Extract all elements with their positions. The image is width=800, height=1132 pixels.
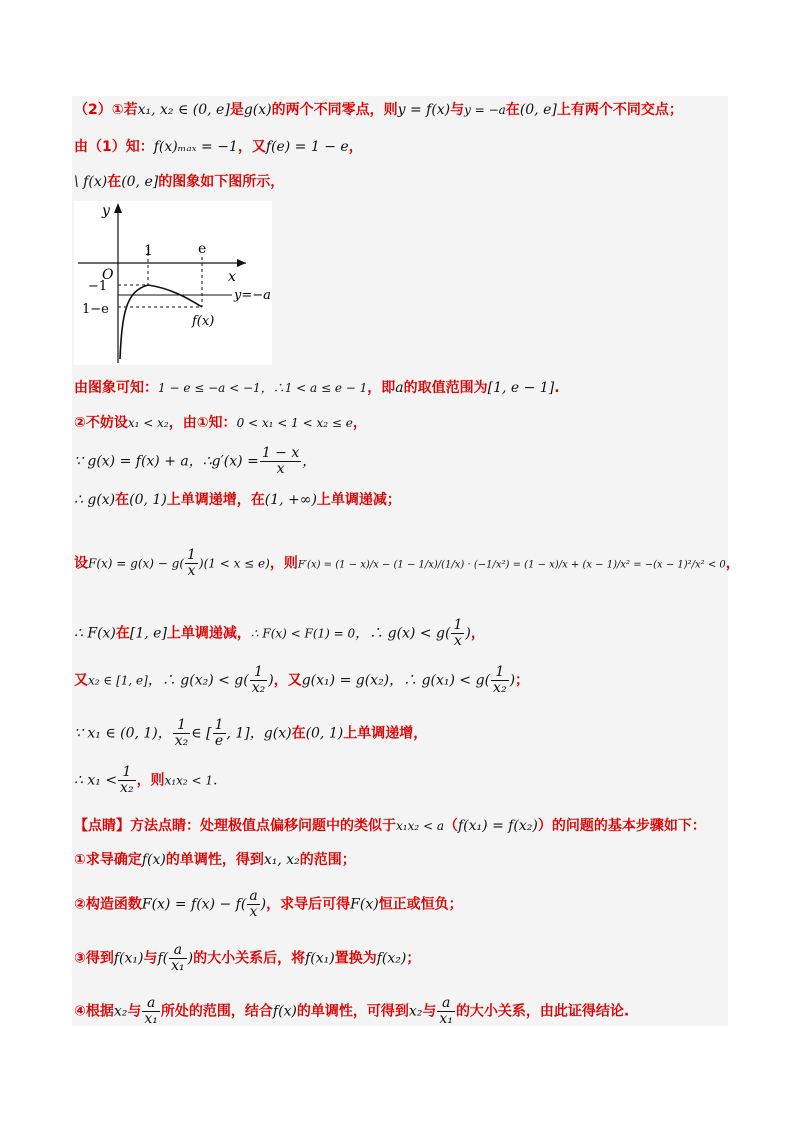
line-15 bbox=[74, 889, 463, 920]
math: ，∴ g(x₁) < g( bbox=[389, 672, 491, 689]
text: 在 bbox=[115, 492, 130, 508]
y-axis-label: y bbox=[102, 203, 110, 219]
math: x₁x₂ < a bbox=[396, 819, 444, 833]
math: F′(x) = (1 − x)/x − (1 − 1/x)/(1/x) · (−1/x²) = (1 − x)/x + (x − 1)/x² = −(x − 1)²/x² < 0 bbox=[297, 559, 726, 571]
math: ，∴ g(x) < g( bbox=[355, 625, 451, 642]
math: ∴ F(x) < F(1) = 0 bbox=[250, 626, 356, 641]
math: x₂ bbox=[113, 1003, 128, 1020]
denominator: x bbox=[187, 563, 196, 579]
math: )(1 < x ≤ e) bbox=[198, 556, 270, 571]
math: ) bbox=[465, 625, 471, 642]
math: a bbox=[395, 380, 404, 396]
text: 的大小关系后，将 bbox=[193, 950, 306, 967]
text: 的单调性，可得到 bbox=[296, 1003, 409, 1020]
text: 的大小关系，由此证得结论. bbox=[455, 1003, 630, 1020]
text: （2）①若 bbox=[74, 102, 138, 118]
math: y = f(x) bbox=[397, 102, 451, 118]
x-axis-arrow-icon bbox=[237, 259, 246, 267]
numerator: 1 bbox=[173, 718, 191, 734]
denominator: x bbox=[276, 461, 285, 477]
line-7 bbox=[74, 491, 401, 509]
text: ①求导确定 bbox=[74, 852, 142, 868]
text: 【点睛】方法点睛：处理极值点偏移问题中的类似于 bbox=[74, 818, 396, 834]
math: ) bbox=[268, 672, 274, 689]
fraction bbox=[173, 718, 191, 749]
math: f(x₁) bbox=[305, 950, 335, 967]
function-graph bbox=[74, 201, 272, 365]
text: 恒正或恒负； bbox=[378, 896, 463, 913]
text: ②构造函数 bbox=[74, 896, 142, 913]
math: f(e) = 1 − e bbox=[265, 139, 349, 155]
text: ， bbox=[470, 625, 485, 642]
tick-1-label: 1 bbox=[144, 243, 153, 259]
text: 的两个不同零点，则 bbox=[271, 102, 398, 118]
numerator: a bbox=[169, 943, 187, 959]
text: 与 bbox=[127, 1003, 142, 1020]
line-5 bbox=[74, 414, 367, 432]
curve-label: f(x) bbox=[192, 314, 215, 329]
math: F(x) = f(x) − f( bbox=[141, 896, 247, 913]
text: 上有两个不同交点； bbox=[556, 102, 683, 118]
text: ； bbox=[515, 672, 530, 689]
math: (0, 1) bbox=[129, 492, 167, 508]
math: ) bbox=[509, 672, 516, 689]
line-6 bbox=[74, 446, 316, 477]
text: 上单调递增， bbox=[343, 725, 428, 742]
text: 与 bbox=[143, 950, 158, 967]
math: ∴ g(x) bbox=[74, 492, 116, 508]
line-label: y=−a bbox=[234, 288, 271, 303]
math: ∵ g(x) = f(x) + a bbox=[74, 453, 189, 470]
numerator: 1 bbox=[187, 547, 196, 563]
fraction bbox=[250, 665, 268, 696]
curve-f bbox=[120, 285, 202, 359]
text: 在 bbox=[115, 625, 130, 642]
text: ④根据 bbox=[74, 1003, 114, 1020]
line-4 bbox=[74, 379, 560, 397]
line-14 bbox=[74, 851, 356, 869]
fraction bbox=[260, 446, 301, 477]
text: （ bbox=[444, 818, 458, 834]
y-axis-arrow-icon bbox=[114, 203, 122, 213]
text: ； bbox=[406, 950, 421, 967]
math: x₁x₂ < 1 bbox=[164, 773, 214, 788]
text: ，即 bbox=[367, 380, 396, 396]
line-16 bbox=[74, 943, 420, 974]
line-2 bbox=[74, 138, 363, 156]
text: 设 bbox=[74, 555, 88, 572]
tick-neg1-label: −1 bbox=[88, 279, 108, 294]
math: , 1] bbox=[226, 725, 250, 742]
denominator: x₁ bbox=[171, 958, 185, 974]
math: y = −a bbox=[464, 103, 506, 117]
math: ∴ x₁ < bbox=[74, 772, 118, 789]
text: ， bbox=[725, 555, 740, 572]
math: ， bbox=[157, 725, 172, 742]
numerator: 1 bbox=[214, 717, 224, 733]
text: 置换为 bbox=[334, 950, 377, 967]
line-11 bbox=[74, 718, 427, 749]
fraction bbox=[118, 765, 136, 796]
numerator: 1 − x bbox=[261, 445, 300, 461]
text: ②不妨设 bbox=[74, 415, 128, 431]
math: f(x)ₘₐₓ = −1 bbox=[153, 139, 238, 155]
text: ， bbox=[352, 415, 367, 431]
text: 与 bbox=[422, 1003, 437, 1020]
math: . bbox=[213, 772, 218, 789]
denominator: x₂ bbox=[120, 780, 134, 796]
math: (1, +∞) bbox=[264, 492, 317, 508]
denominator: x₂ bbox=[251, 680, 266, 696]
text: ，由①知： bbox=[168, 415, 237, 431]
denominator: x₂ bbox=[174, 733, 189, 749]
line-3 bbox=[74, 173, 284, 191]
fraction bbox=[142, 996, 160, 1027]
line-12 bbox=[74, 765, 218, 796]
fraction bbox=[491, 665, 509, 696]
math: x₁ < x₂ bbox=[127, 416, 169, 430]
math: x₁, x₂ bbox=[263, 852, 300, 868]
math: ，∴1 < a ≤ e − 1 bbox=[260, 381, 368, 395]
math: ∴ F(x) bbox=[74, 625, 116, 642]
text: . bbox=[554, 380, 560, 396]
text: ，则 bbox=[269, 555, 298, 572]
math: x₂ ∈ [1, e] bbox=[88, 673, 148, 688]
text: 所处的范围，结合 bbox=[160, 1003, 273, 1020]
math: f( bbox=[157, 950, 169, 967]
math: g(x) bbox=[243, 102, 272, 118]
text: 上单调递增，在 bbox=[166, 492, 265, 508]
math: g(x₁) = g(x₂) bbox=[301, 672, 390, 689]
math: ，∴g′(x) = bbox=[188, 453, 259, 470]
line-8 bbox=[74, 548, 740, 579]
text: 上单调递减， bbox=[166, 625, 251, 642]
text: ，则 bbox=[136, 772, 165, 789]
math: ) bbox=[187, 950, 194, 967]
math: ， bbox=[302, 453, 317, 470]
text: ，求导后可得 bbox=[266, 896, 351, 913]
text: 在 bbox=[505, 102, 520, 118]
text: 是 bbox=[229, 102, 244, 118]
text: ，又 bbox=[273, 672, 302, 689]
math: ) bbox=[260, 896, 267, 913]
fraction bbox=[451, 618, 464, 649]
math: [1, e] bbox=[129, 625, 167, 642]
math: x₂ bbox=[408, 1003, 423, 1020]
math: (0, 1) bbox=[305, 725, 344, 742]
text: 上单调递减； bbox=[316, 492, 401, 508]
text: 由（1）知： bbox=[74, 139, 154, 155]
line-17 bbox=[74, 996, 629, 1027]
math: ，∴ g(x₂) < g( bbox=[147, 672, 249, 689]
math: f(x₁) bbox=[113, 950, 144, 967]
math: f(x₂) bbox=[376, 950, 407, 967]
text: 的单调性，得到 bbox=[165, 852, 264, 868]
denominator: x₂ bbox=[493, 680, 507, 696]
line-1 bbox=[74, 101, 683, 119]
math: (0, e] bbox=[519, 102, 557, 118]
fraction bbox=[185, 548, 198, 579]
fraction bbox=[213, 718, 226, 749]
math: f(x) bbox=[141, 852, 166, 868]
text: ， bbox=[348, 139, 363, 155]
text: 的取值范围为 bbox=[403, 380, 488, 396]
math: ∵ x₁ ∈ (0, 1) bbox=[74, 725, 158, 742]
math: x₁, x₂ ∈ (0, e] bbox=[137, 102, 230, 118]
numerator: a bbox=[437, 996, 455, 1012]
math: F(x) bbox=[350, 896, 379, 913]
numerator: 1 bbox=[453, 617, 463, 633]
graph-svg bbox=[74, 201, 272, 365]
text: 的图象如下图所示， bbox=[158, 174, 285, 190]
math: (0, e] bbox=[121, 174, 159, 190]
line-13 bbox=[74, 817, 706, 835]
math: 1 − e ≤ −a < −1 bbox=[158, 381, 261, 395]
denominator: x₁ bbox=[439, 1011, 453, 1027]
tick-1-minus-e-label: 1−e bbox=[82, 302, 109, 317]
text: 又 bbox=[74, 672, 88, 689]
math: ，g(x) bbox=[249, 725, 292, 742]
denominator: x bbox=[249, 904, 258, 920]
denominator: x₁ bbox=[144, 1011, 158, 1027]
text: 的范围； bbox=[299, 852, 356, 868]
math: ∈ [ bbox=[191, 725, 212, 742]
math: 0 < x₁ < 1 < x₂ ≤ e bbox=[236, 416, 353, 430]
origin-label: O bbox=[102, 267, 114, 283]
math: [1, e − 1] bbox=[487, 380, 555, 396]
fraction bbox=[247, 889, 259, 920]
text: 在 bbox=[107, 174, 122, 190]
numerator: 1 bbox=[118, 765, 136, 781]
fraction bbox=[437, 996, 455, 1027]
numerator: 1 bbox=[250, 665, 268, 681]
denominator: x bbox=[453, 633, 462, 649]
numerator: a bbox=[142, 996, 160, 1012]
text: 在 bbox=[291, 725, 306, 742]
math: F(x) = g(x) − g( bbox=[88, 556, 184, 571]
text: ③得到 bbox=[74, 950, 114, 967]
math: f(x₁) = f(x₂) bbox=[458, 818, 538, 834]
text: 由图象可知： bbox=[74, 380, 158, 396]
text: ）的问题的基本步骤如下： bbox=[537, 818, 706, 834]
math: \ bbox=[74, 174, 79, 190]
line-9 bbox=[74, 618, 485, 649]
text: ，又 bbox=[237, 139, 266, 155]
fraction bbox=[169, 943, 187, 974]
tick-e-label: e bbox=[198, 241, 207, 257]
numerator: a bbox=[249, 888, 258, 904]
x-axis-label: x bbox=[228, 269, 236, 285]
numerator: 1 bbox=[491, 665, 509, 681]
line-10 bbox=[74, 665, 529, 696]
denominator: e bbox=[214, 733, 224, 749]
math: f(x) bbox=[272, 1003, 297, 1020]
math: f(x) bbox=[83, 174, 108, 190]
text: 与 bbox=[450, 102, 465, 118]
